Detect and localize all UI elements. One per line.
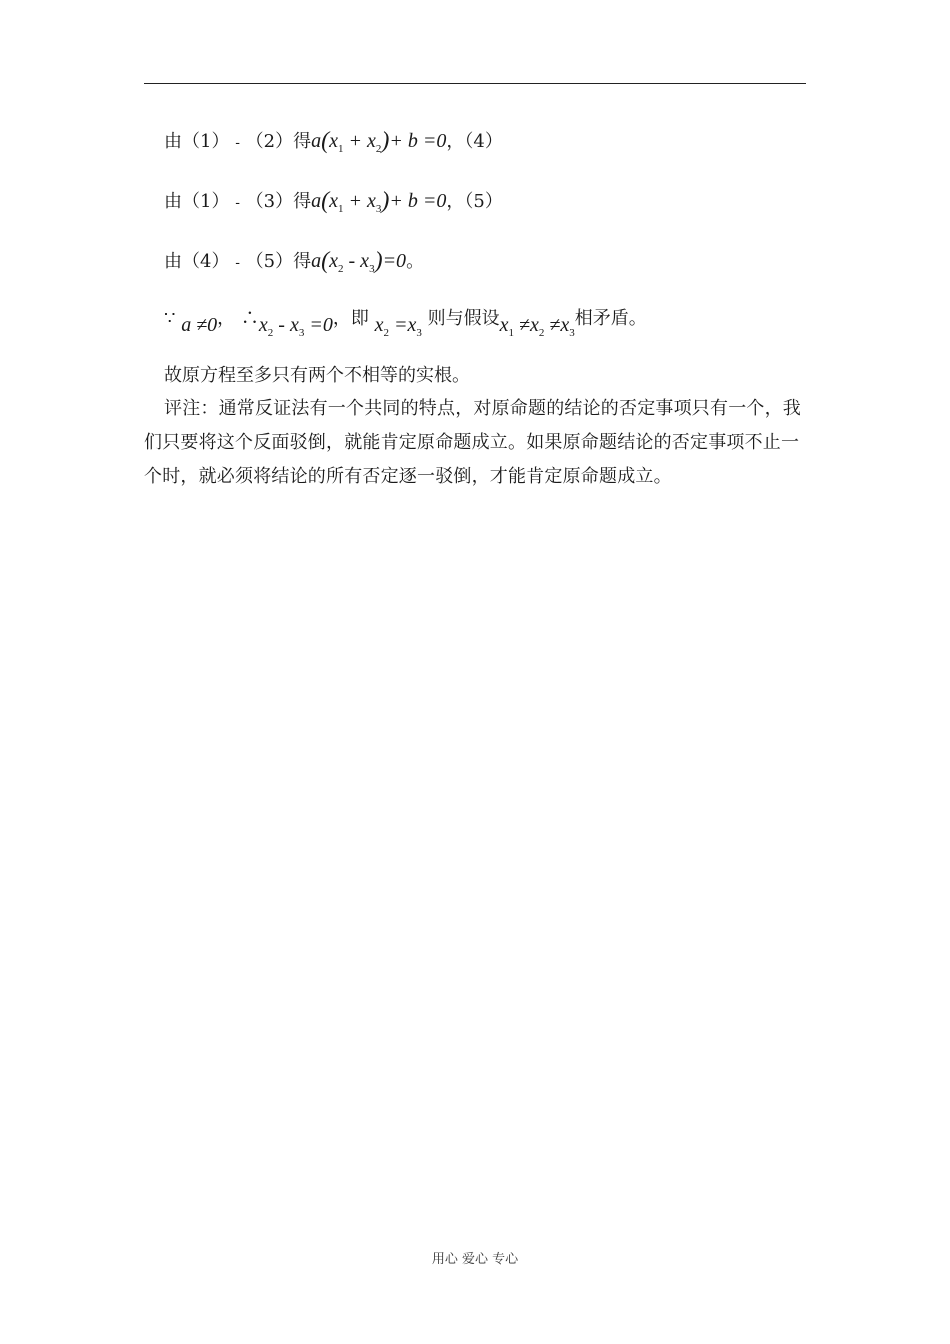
therefore-symbol: ∴ [240, 308, 259, 329]
line-suffix: ，（4） [446, 131, 503, 152]
because-symbol: ∵ [164, 308, 176, 329]
line-suffix: ，（5） [446, 191, 503, 212]
math-expression: $a(x_2 - x_3)=0$ [311, 248, 407, 275]
comma-ji: ，即 [332, 308, 369, 329]
header-rule [144, 83, 806, 84]
math-expression: $x_2 - x_3 =0$ [258, 314, 333, 339]
line-mid: （2）得 [245, 131, 312, 152]
comma: ， [217, 308, 236, 329]
text-contradiction: 相矛盾。 [574, 308, 647, 329]
math-expression: $a(x_1 + x_2)+ b =0$ [311, 128, 447, 155]
line-prefix: 由（1） [164, 191, 230, 212]
line-prefix: 由（4） [164, 251, 230, 272]
minus-sign: - [235, 135, 240, 151]
page-footer: 用心 爱心 专心 [431, 1252, 519, 1267]
equation-line-4 [164, 128, 503, 156]
line-mid: （3）得 [245, 191, 312, 212]
contradiction-line [164, 306, 647, 339]
line-prefix: 由（1） [164, 131, 230, 152]
minus-sign: - [235, 255, 240, 271]
line-suffix: 。 [406, 251, 425, 272]
math-expression: $x_2 =x_3$ [374, 314, 422, 339]
conclusion-text: 故原方程至多只有两个不相等的实根。 [164, 365, 470, 386]
math-expression: a ≠0 [181, 314, 218, 336]
equation-line-6 [164, 248, 424, 276]
math-expression: $a(x_1 + x_3)+ b =0$ [311, 188, 447, 215]
equation-line-5 [164, 188, 503, 216]
math-expression: $x_1 \ne x_2 \ne x_3$ [499, 314, 575, 339]
text-assumption: 则与假设 [427, 308, 500, 329]
minus-sign: - [235, 195, 240, 211]
line-mid: （5）得 [245, 251, 312, 272]
remark-paragraph: 评注：通常反证法有一个共同的特点，对原命题的结论的否定事项只有一个，我们只要将这个反面驳倒，就能肯定原命题成立。如果原命题结论的否定事项不止一个时，就必须将结论的所有否定逐一驳倒，才能肯定原命题成立。 [144, 398, 801, 487]
